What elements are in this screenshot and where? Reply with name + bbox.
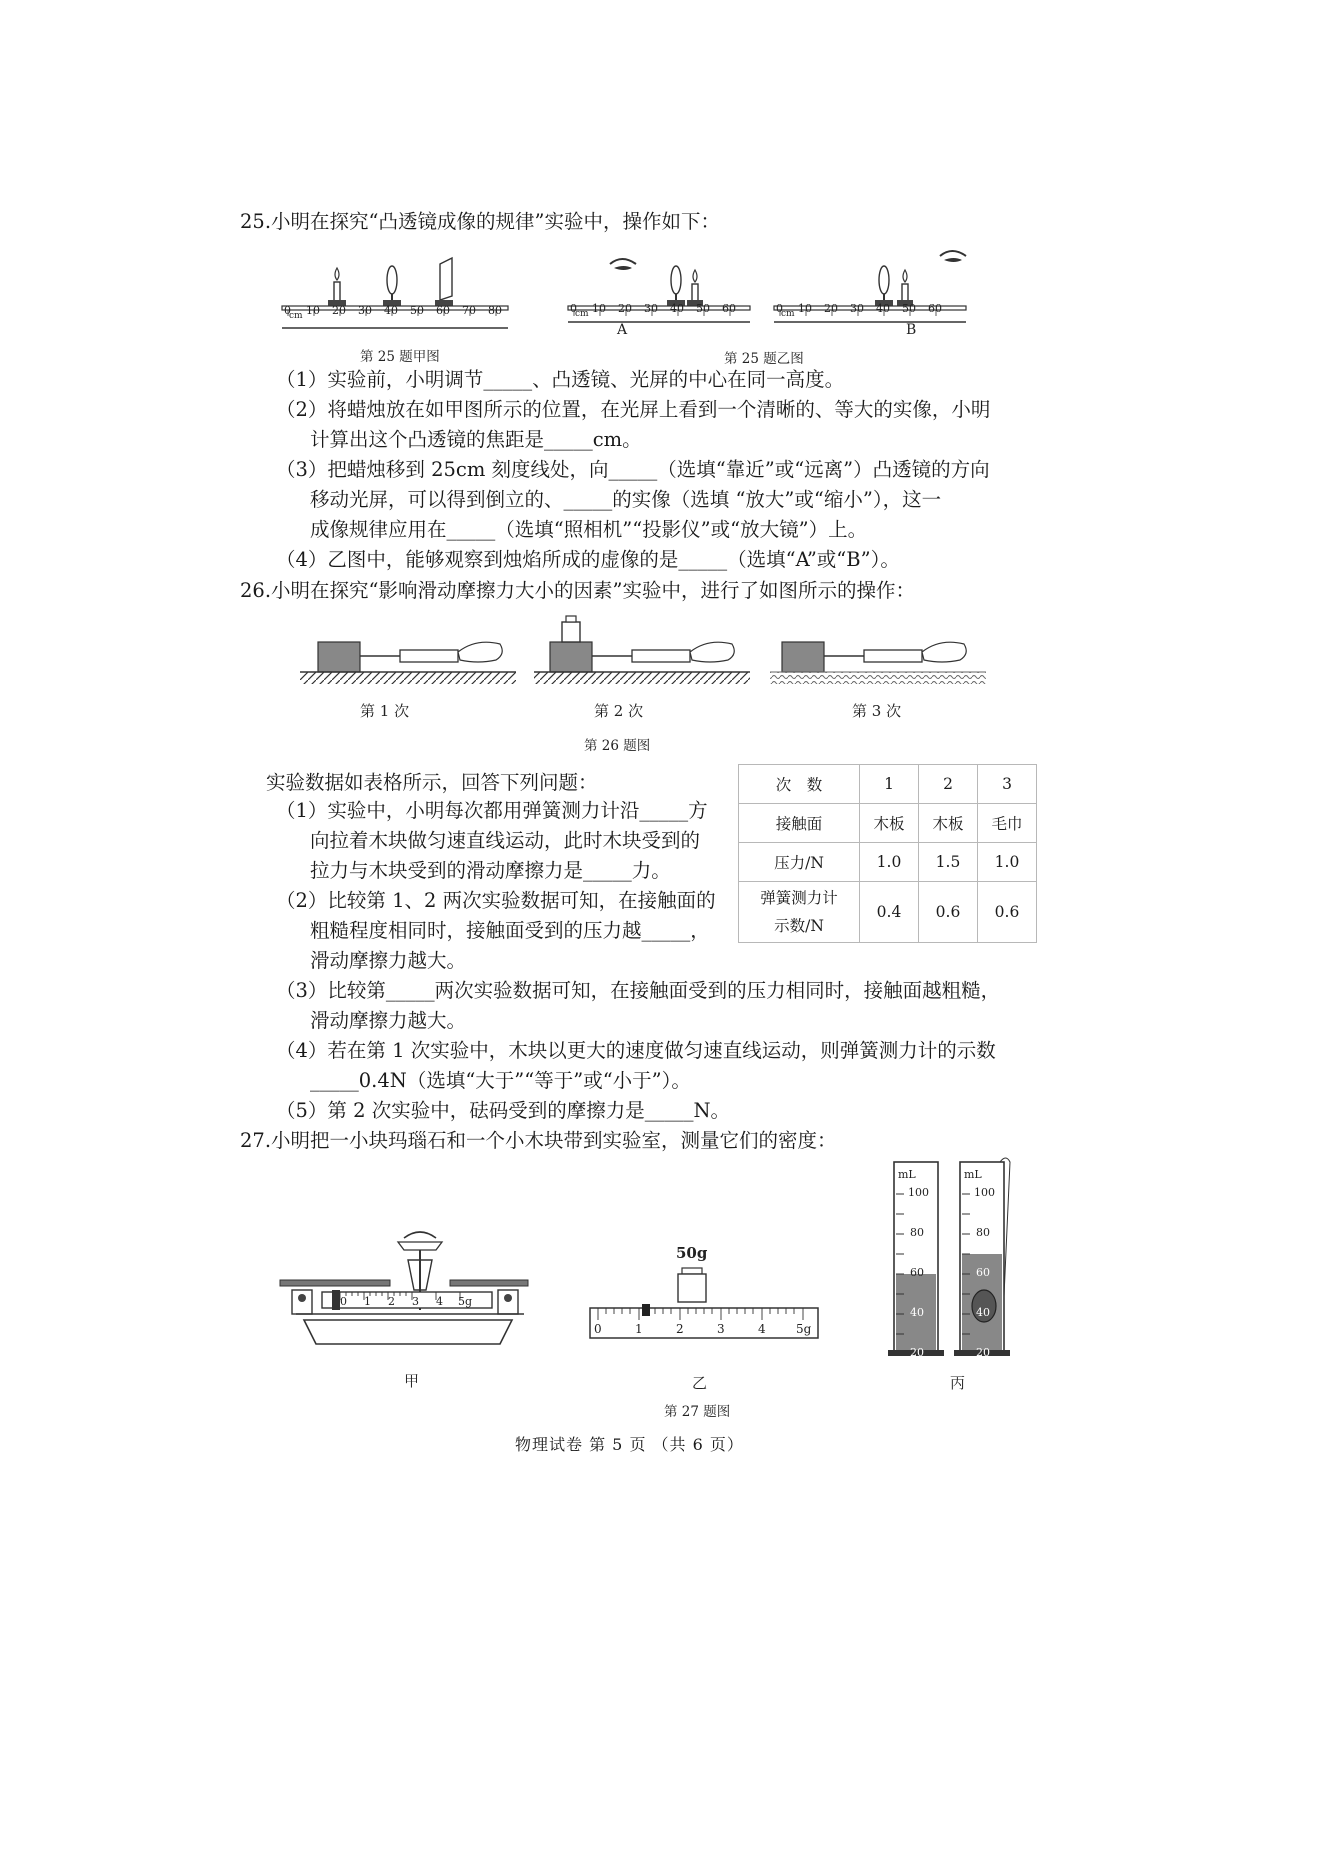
table-cell: 1.5 xyxy=(919,843,978,882)
table-cell: 1.0 xyxy=(978,843,1037,882)
spring-scale-icon xyxy=(400,650,458,662)
cylinder-1-tick-100: 100 xyxy=(908,1186,929,1199)
q25-title: 25.小明在探究“凸透镜成像的规律”实验中，操作如下： xyxy=(240,210,720,233)
table-row xyxy=(739,882,1037,943)
trial-2-label: 第 2 次 xyxy=(594,702,644,720)
bench-b-tick-30: 30 xyxy=(850,302,864,315)
q25-part2: （2）将蜡烛放在如甲图所示的位置，在光屏上看到一个清晰的、等大的实像，小明 xyxy=(276,398,991,421)
bench-a-tick-10: 10 xyxy=(592,302,606,315)
fig27-caption: 第 27 题图 xyxy=(664,1404,731,1420)
cylinder-2-unit: mL xyxy=(964,1168,982,1181)
page-footer: 物理试卷 第 5 页 （共 6 页） xyxy=(515,1435,744,1454)
balance-tick-4: 4 xyxy=(436,1295,443,1308)
candle-icon xyxy=(687,270,703,306)
q26-part1-cont1: 向拉着木块做匀速直线运动，此时木块受到的 xyxy=(310,829,701,852)
candle-icon xyxy=(328,268,346,306)
hand-icon xyxy=(690,642,734,662)
table-row xyxy=(739,765,1037,804)
trial-1-label: 第 1 次 xyxy=(360,702,410,720)
bench-a-tick-20: 20 xyxy=(618,302,632,315)
q26-part1: （1）实验中，小明每次都用弹簧测力计沿_____方 xyxy=(276,799,708,822)
table-cell: 木板 xyxy=(919,804,978,843)
trial-2-setup xyxy=(534,616,750,684)
table-row xyxy=(739,804,1037,843)
q25-part3-cont2: 成像规律应用在_____（选填“照相机”“投影仪”或“放大镜”）上。 xyxy=(310,518,868,541)
table-header-cell: 2 xyxy=(919,765,978,804)
cylinder-2-tick-20: 20 xyxy=(976,1346,990,1359)
balance-tick-5: 5g xyxy=(458,1295,473,1308)
towel-surface xyxy=(770,672,986,684)
table-cell: 压力/N xyxy=(739,843,860,882)
bench-b-tick-60: 60 xyxy=(928,302,942,315)
bench-tick-50: 50 xyxy=(410,304,424,317)
fig27-jia-balance xyxy=(276,1220,536,1360)
table-cell: 0.4 xyxy=(860,882,919,943)
ruler-tick-0: 0 xyxy=(594,1322,602,1336)
q26-part2: （2）比较第 1、2 两次实验数据可知，在接触面的 xyxy=(276,889,716,912)
bench-a-unit: cm xyxy=(575,309,589,319)
bench-tick-40: 40 xyxy=(384,304,398,317)
convex-lens-icon xyxy=(667,266,685,306)
q26-part4-cont: _____0.4N（选填“大于”“等于”或“小于”）。 xyxy=(310,1069,691,1092)
fig25-jia-bench xyxy=(280,244,512,330)
bench-tick-30: 30 xyxy=(358,304,372,317)
table-cell: 1.0 xyxy=(860,843,919,882)
bench-tick-10: 10 xyxy=(306,304,320,317)
bench-tick-70: 70 xyxy=(462,304,476,317)
table-row xyxy=(739,843,1037,882)
balance-tick-1: 1 xyxy=(364,1295,371,1308)
trial-1-setup xyxy=(300,642,516,684)
fig25-yi-a-bench xyxy=(566,244,756,330)
label-b: B xyxy=(906,322,917,338)
bench-a-tick-40: 40 xyxy=(670,302,684,315)
cylinder-2-tick-80: 80 xyxy=(976,1226,990,1239)
trial-3-label: 第 3 次 xyxy=(852,702,902,720)
cylinder-1-tick-80: 80 xyxy=(910,1226,924,1239)
friction-data-table xyxy=(738,764,1037,943)
bench-b-tick-40: 40 xyxy=(876,302,890,315)
trial-3-setup xyxy=(770,642,986,684)
table-header-cell: 3 xyxy=(978,765,1037,804)
cylinder-1-tick-20: 20 xyxy=(910,1346,924,1359)
bench-b-tick-50: 50 xyxy=(902,302,916,315)
balance-tick-0: 0 xyxy=(340,1295,347,1308)
q26-intro: 实验数据如表格所示，回答下列问题： xyxy=(266,771,598,794)
pointer-scale xyxy=(404,1232,436,1238)
hand-icon xyxy=(458,642,502,662)
base xyxy=(304,1320,512,1344)
wood-block xyxy=(318,642,360,672)
q25-part4: （4）乙图中，能够观察到烛焰所成的虚像的是_____（选填“A”或“B”）。 xyxy=(276,548,900,571)
rider xyxy=(642,1304,650,1316)
eye-icon xyxy=(944,258,962,262)
q26-part4: （4）若在第 1 次实验中，木块以更大的速度做匀速直线运动，则弹簧测力计的示数 xyxy=(276,1039,996,1062)
fig25-yi-b-bench xyxy=(772,240,972,330)
bench-tick-60: 60 xyxy=(436,304,450,317)
candle-icon xyxy=(897,270,913,306)
bench-tick-80: 80 xyxy=(488,304,502,317)
cylinder-2-tick-60: 60 xyxy=(976,1266,990,1279)
q26-title: 26.小明在探究“影响滑动摩擦力大小的因素”实验中，进行了如图所示的操作： xyxy=(240,579,915,602)
ruler-tick-3: 3 xyxy=(717,1322,725,1336)
table-cell: 0.6 xyxy=(978,882,1037,943)
bench-a-zero: 0 xyxy=(570,302,577,315)
bench-b-unit: cm xyxy=(781,309,795,319)
cylinder-1-tick-60: 60 xyxy=(910,1266,924,1279)
table-cell: 弹簧测力计 示数/N xyxy=(739,882,860,943)
table-header-cell: 次 数 xyxy=(739,765,860,804)
cylinder-1-unit: mL xyxy=(898,1168,916,1181)
fig25-jia-caption: 第 25 题甲图 xyxy=(360,349,440,365)
light-screen-icon xyxy=(435,258,453,306)
balance-tick-2: 2 xyxy=(388,1295,395,1308)
ruler-tick-1: 1 xyxy=(635,1322,643,1336)
bench-a-tick-50: 50 xyxy=(696,302,710,315)
q26-part3-cont: 滑动摩擦力越大。 xyxy=(310,1009,467,1032)
hand-icon xyxy=(922,642,966,662)
fig26-friction-trials xyxy=(300,608,1030,688)
bench-tick-20: 20 xyxy=(332,304,346,317)
ruler-tick-2: 2 xyxy=(676,1322,684,1336)
q25-part2-cont: 计算出这个凸透镜的焦距是_____cm。 xyxy=(310,428,642,451)
cylinder-1-tick-40: 40 xyxy=(910,1306,924,1319)
wood-block xyxy=(782,642,824,672)
convex-lens-icon xyxy=(383,266,401,306)
q26-part5: （5）第 2 次实验中，砝码受到的摩擦力是_____N。 xyxy=(276,1099,731,1122)
cylinder-2-tick-40: 40 xyxy=(976,1306,990,1319)
weight-label: 50g xyxy=(676,1244,708,1262)
label-jia: 甲 xyxy=(404,1372,420,1390)
table-cell: 0.6 xyxy=(919,882,978,943)
cylinder-2-tick-100: 100 xyxy=(974,1186,995,1199)
bench-scale-unit: cm xyxy=(289,311,303,321)
fig27-yi-rider-scale xyxy=(588,1260,824,1350)
table-cell: 木板 xyxy=(860,804,919,843)
fig25-yi-caption: 第 25 题乙图 xyxy=(724,351,804,367)
table-cell: 接触面 xyxy=(739,804,860,843)
ruler-tick-4: 4 xyxy=(758,1322,766,1336)
bench-scale-zero: 0 xyxy=(284,304,291,317)
q26-part2-cont1: 粗糙程度相同时，接触面受到的压力越_____， xyxy=(310,919,710,942)
spring-scale-icon xyxy=(632,650,690,662)
fig26-caption: 第 26 题图 xyxy=(584,738,651,754)
table-header-cell: 1 xyxy=(860,765,919,804)
q27-title: 27.小明把一小块玛瑙石和一个小木块带到实验室，测量它们的密度： xyxy=(240,1129,837,1152)
balance-tick-3: 3 xyxy=(412,1295,419,1308)
spring-scale-icon xyxy=(864,650,922,662)
q26-part1-cont2: 拉力与木块受到的滑动摩擦力是_____力。 xyxy=(310,859,671,882)
label-yi: 乙 xyxy=(692,1374,708,1392)
q26-part3: （3）比较第_____两次实验数据可知，在接触面受到的压力相同时，接触面越粗糙， xyxy=(276,979,1001,1002)
eye-icon xyxy=(614,266,632,270)
q25-part3: （3）把蜡烛移到 25cm 刻度线处，向_____（选填“靠近”或“远离”）凸透镜的方向 xyxy=(276,458,990,481)
bench-a-tick-60: 60 xyxy=(722,302,736,315)
wood-block xyxy=(550,642,592,672)
q25-part3-cont1: 移动光屏，可以得到倒立的、_____的实像（选填 “放大”或“缩小”），这一 xyxy=(310,488,942,511)
bench-b-tick-10: 10 xyxy=(798,302,812,315)
table-cell: 毛巾 xyxy=(978,804,1037,843)
bench-b-tick-20: 20 xyxy=(824,302,838,315)
weight-icon xyxy=(678,1274,706,1302)
bench-b-zero: 0 xyxy=(776,302,783,315)
label-bing: 丙 xyxy=(950,1374,966,1392)
weight-icon xyxy=(562,622,580,642)
bench-a-tick-30: 30 xyxy=(644,302,658,315)
rider xyxy=(332,1290,340,1310)
q26-part2-cont2: 滑动摩擦力越大。 xyxy=(310,949,467,972)
label-a: A xyxy=(617,322,628,338)
ruler-tick-5: 5g xyxy=(796,1322,812,1336)
q25-part1: （1）实验前，小明调节_____、凸透镜、光屏的中心在同一高度。 xyxy=(276,368,845,391)
convex-lens-icon xyxy=(875,266,893,306)
